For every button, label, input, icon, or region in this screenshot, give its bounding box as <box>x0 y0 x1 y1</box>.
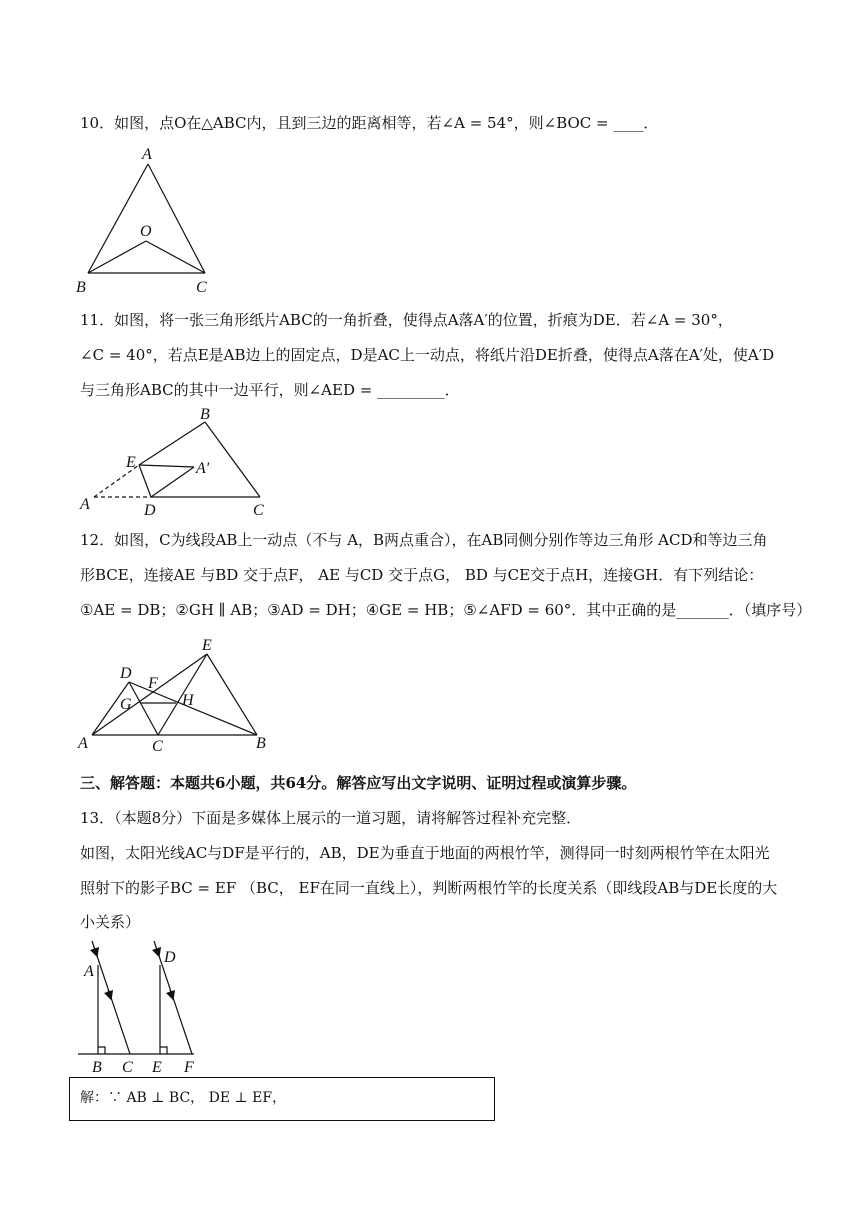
q11-seg-eb <box>139 422 205 465</box>
q12-label-h: H <box>182 692 194 709</box>
q10-label-b: B <box>76 279 86 296</box>
answer-text: 解：∵ AB ⊥ BC， DE ⊥ EF， <box>80 1090 287 1106</box>
q11-seg-bc <box>205 422 260 497</box>
q13-arrow-3 <box>156 947 158 953</box>
q12-label-a: A <box>78 735 88 752</box>
q13-label-d: D <box>164 949 176 966</box>
q11-label-d: D <box>144 502 156 519</box>
q13-line4: 小关系） <box>80 913 141 931</box>
q13-label-f: F <box>184 1059 194 1075</box>
q13-label-b: B <box>92 1059 102 1075</box>
q11-label-b: B <box>200 406 210 423</box>
q10-figure <box>70 140 230 304</box>
q13-right-angle-e <box>160 1047 167 1054</box>
q13-line1: 13．（本题8分）下面是多媒体上展示的一道习题，请将解答过程补充完整． <box>80 809 582 827</box>
q13-arrow-1 <box>94 947 96 953</box>
q10-label-c: C <box>196 279 207 296</box>
q12-line3: ①AE = DB；②GH ∥ AB；③AD = DH；④GE = HB；⑤∠AFD = 60°．其中正确的是_______．（填序号） <box>80 601 812 619</box>
q13-label-e: E <box>152 1059 162 1075</box>
q11-fold-de <box>139 465 151 497</box>
q12-label-f: F <box>148 675 158 692</box>
answer-box[interactable] <box>69 1077 495 1121</box>
q13-label-a: A <box>84 963 94 980</box>
q11-line3: 与三角形ABC的其中一边平行，则∠AED = _________． <box>80 381 460 399</box>
q10-side-ac <box>148 164 205 273</box>
q11-figure <box>72 405 282 524</box>
q12-label-c: C <box>152 738 163 755</box>
q11-label-e: E <box>126 454 136 471</box>
q11-seg-ea1 <box>139 465 194 467</box>
q13-right-angle-b <box>98 1047 105 1054</box>
q10-label-a: A <box>142 146 152 163</box>
q12-figure <box>72 630 282 759</box>
q13-line3: 照射下的影子BC = EF （BC， EF在同一直线上），判断两根竹竿的长度关系（即线段AB与DE长度的大 <box>80 879 778 897</box>
q12-label-e: E <box>202 637 212 654</box>
section3-heading: 三、解答题：本题共6小题，共64分。解答应写出文字说明、证明过程或演算步骤。 <box>80 774 637 792</box>
q12-label-g: G <box>120 696 132 713</box>
q11-label-a1: A′ <box>196 460 210 477</box>
q12-label-b: B <box>256 735 266 752</box>
q11-line2: ∠C = 40°，若点E是AB边上的固定点，D是AC上一动点，将纸片沿DE折叠，使得点A落在A′处，使A′D <box>80 346 775 364</box>
q11-seg-da1 <box>151 467 194 497</box>
q13-figure <box>72 935 202 1079</box>
q11-label-c: C <box>253 502 264 519</box>
q12-label-d: D <box>120 665 132 682</box>
q12-line1: 12．如图，C为线段AB上一动点（不与 A，B两点重合），在AB同侧分别作等边三角形 ACD和等边三角 <box>80 531 768 549</box>
q11-line1: 11．如图，将一张三角形纸片ABC的一角折叠，使得点A落A′的位置，折痕为DE．若∠A = 30°， <box>80 311 733 329</box>
q13-label-c: C <box>122 1059 133 1075</box>
q10-text: 10．如图，点O在△ABC内，且到三边的距离相等，若∠A = 54°，则∠BOC = ____． <box>80 114 659 132</box>
q12-line2: 形BCE，连接AE 与BD 交于点F， AE 与CD 交于点G， BD 与CE交于点H，连接GH．有下列结论： <box>80 566 764 584</box>
q13-line2: 如图，太阳光线AC与DF是平行的，AB，DE为垂直于地面的两根竹竿，测得同一时刻两根竹竿在太阳光 <box>80 844 770 862</box>
q12-seg-eb <box>207 654 257 735</box>
q11-label-a: A <box>80 496 90 513</box>
q10-label-o: O <box>140 223 152 240</box>
